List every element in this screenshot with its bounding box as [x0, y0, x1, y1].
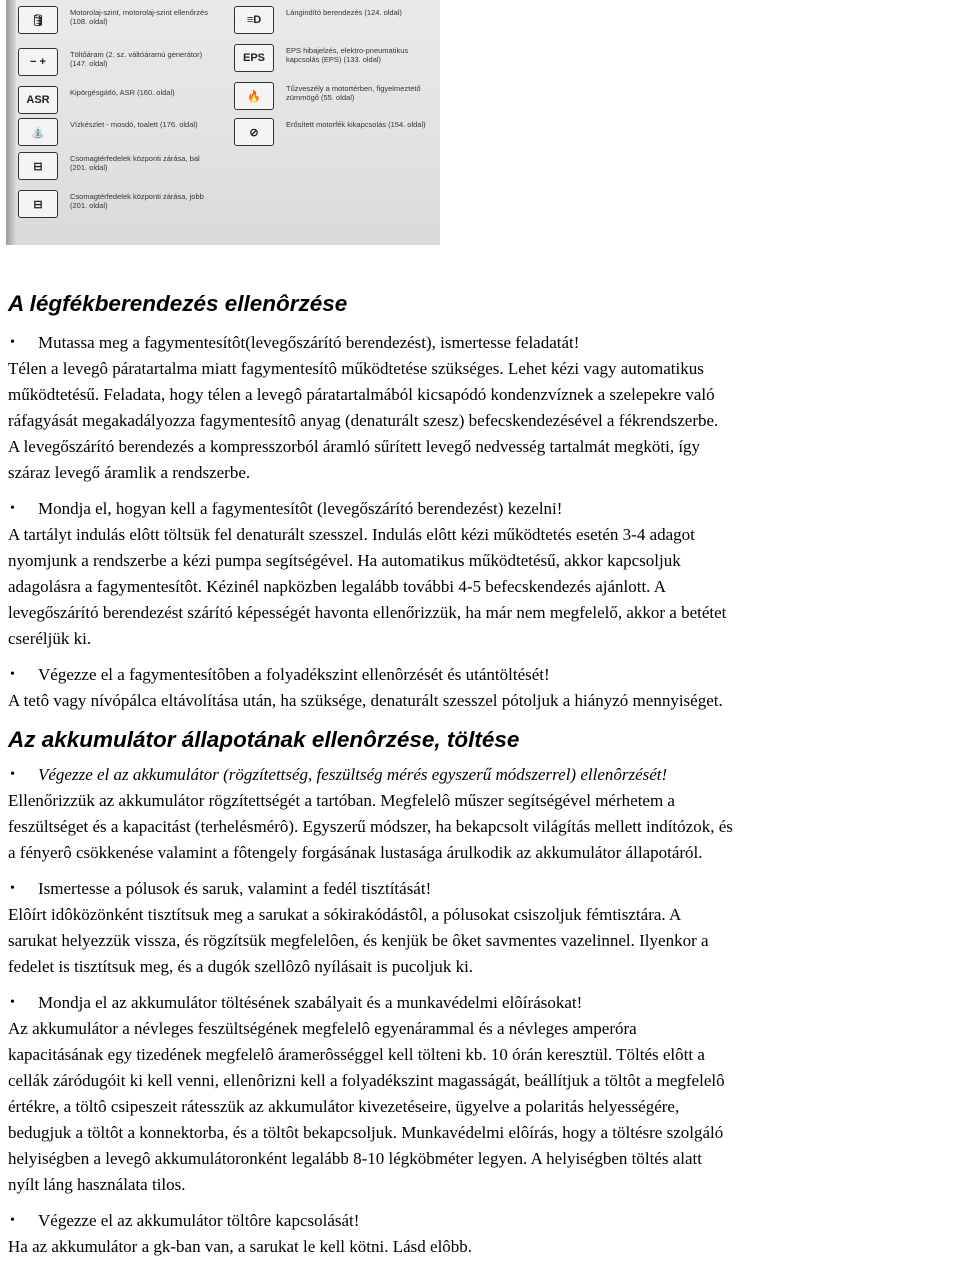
photo-label-line: Csomagtérfedelek központi zárása, jobb	[70, 192, 204, 201]
photo-label-line: Lángindító berendezés (124. oldal)	[286, 8, 402, 17]
photo-label-line: Erősített motorfék kikapcsolás (154. oldal)	[286, 120, 426, 129]
photo-item	[18, 118, 220, 146]
text-line: sarukat helyezzük vissza, és rögzítsük megfelelôen, és kenjük be ôket savmentes vazelinnel. Ilyenkor a	[8, 931, 709, 950]
text-line: Ha az akkumulátor a gk-ban van, a sarukat le kell kötni. Lásd elôbb.	[8, 1237, 473, 1256]
text-line: A tetô vagy nívópálca eltávolítása után, ha szüksége, denaturált szesszel pótoljuk a hiányzó mennyiséget.	[8, 691, 723, 710]
answer-paragraph	[8, 522, 958, 652]
photo-label-line: EPS hibajelzés, elektro-pneumatikus	[286, 46, 409, 55]
question-bullet: • Végezze el az akkumulátor (rögzítettség, feszültség mérés egyszerű módszerrel) ellenôrzését!	[8, 762, 958, 788]
text-line: nyílt láng használata tilos.	[8, 1175, 186, 1194]
answer-paragraph	[8, 788, 958, 866]
text-line: Ellenőrizzük az akkumulátor rögzítettségét a tartóban. Megfelelô műszer segítségével mérhetem a	[8, 791, 675, 810]
photo-item	[18, 86, 220, 114]
answer-paragraph	[8, 356, 958, 486]
question-bullet: • Mutassa meg a fagymentesítôt(levegőszárító berendezést), ismertesse feladatát!	[8, 330, 958, 356]
eps-icon: EPS	[234, 44, 274, 72]
answer-paragraph	[8, 1234, 958, 1260]
text-line: Télen a levegô páratartalma miatt fagymentesítô működtetése szükséges. Lehet kézi vagy automatikus	[8, 359, 704, 378]
text-line: értékre, a töltô csipeszeit rátesszük az akkumulátor kivezetéseire, ügyelve a polaritás helyességére,	[8, 1097, 680, 1116]
photo-label-line: (108. oldal)	[70, 17, 108, 26]
question-bullet: • Ismertesse a pólusok és saruk, valamint a fedél tisztítását!	[8, 876, 958, 902]
manual-photo	[6, 0, 440, 245]
text-line: levegőszárító berendezést szárító képességét havonta ellenőrizzük, ha már nem megfelelő, akkor a betétet	[8, 603, 727, 622]
text-line: feszültséget és a kapacitást (terhelésmérô). Egyszerű módszer, ha bekapcsolt világítás mellett indítózok, és	[8, 817, 733, 836]
photo-label-line: Csomagtérfedelek központi zárása, bal	[70, 154, 200, 163]
text-line: Elôírt idôközönként tisztítsuk meg a sarukat a sókirakódástôl, a pólusokat csiszoljuk fémtisztára. A	[8, 905, 682, 924]
text-line: fedelet is tisztítsuk meg, és a dugók szellôzô nyílásait is pucoljuk ki.	[8, 957, 474, 976]
photo-item	[234, 6, 436, 34]
text-line: adagolásra a fagymentesítôt. Kézinél napközben legalább további 4-5 befecskendezés ajánlott. A	[8, 577, 667, 596]
text-line: helyiségben a levegô akkumulátoronként legalább 8-10 légköbméter legyen. A helyiségben töltés alatt	[8, 1149, 702, 1168]
photo-label-line: Vízkészlet - mosdó, toalett (176. oldal)	[70, 120, 198, 129]
photo-label-line: (147. oldal)	[70, 59, 108, 68]
question-bullet: • Mondja el, hogyan kell a fagymentesítôt (levegőszárító berendezést) kezelni!	[8, 496, 958, 522]
left-locker-icon: ⊟	[18, 152, 58, 180]
answer-paragraph	[8, 902, 958, 980]
oil-level-icon: 🛢	[18, 6, 58, 34]
text-line: kapacitásának egy tizedének megfelelô áramerôsséggel kell tölteni kb. 10 órán keresztül. Töltés elôtt a	[8, 1045, 705, 1064]
photo-label-line: (201. oldal)	[70, 201, 108, 210]
question-bullet: • Végezze el a fagymentesítôben a folyadékszint ellenôrzését és utántöltését!	[8, 662, 958, 688]
high-beam-icon: ≡D	[234, 6, 274, 34]
washer-fluid-icon: ⛲	[18, 118, 58, 146]
text-line: száraz levegő áramlik a rendszerbe.	[8, 463, 251, 482]
question-bullet: • Mondja el az akkumulátor töltésének szabályait és a munkavédelmi elôírásokat!	[8, 990, 958, 1016]
photo-item-label	[286, 46, 436, 64]
photo-label-line: Tűzveszély a motortérben, figyelmeztető	[286, 84, 421, 93]
photo-shadow	[6, 0, 16, 245]
photo-item-label	[286, 84, 436, 102]
section-title-battery: Az akkumulátor állapotának ellenôrzése, töltése	[8, 727, 520, 752]
photo-item	[234, 118, 436, 146]
photo-item	[18, 6, 220, 34]
photo-item	[18, 48, 220, 76]
photo-item-label	[70, 50, 220, 68]
text-line: A levegőszárító berendezés a kompresszorból áramló sűrített levegő nedvesség tartalmát megköti, így	[8, 437, 701, 456]
question-bullet: • Végezze el az akkumulátor töltôre kapcsolását!	[8, 1208, 958, 1234]
fire-warning-icon: 🔥	[234, 82, 274, 110]
photo-item-label	[70, 192, 220, 210]
document-body	[8, 290, 958, 1260]
photo-label-line: (201. oldal)	[70, 163, 108, 172]
section-title-airbrake: A légfékberendezés ellenôrzése	[8, 291, 348, 316]
photo-label-line: Motorolaj-szint, motorolaj-szint ellenőrzés	[70, 8, 208, 17]
photo-label-line: zümmögő (55. oldal)	[286, 93, 355, 102]
text-line: bedugjuk a töltôt a konnektorba, és a töltôt bekapcsoljuk. Munkavédelmi elôírás, hogy a töltésre szolgáló	[8, 1123, 724, 1142]
photo-item-label	[286, 8, 436, 17]
photo-label-line: kapcsolás (EPS) (133. oldal)	[286, 55, 382, 64]
photo-item	[234, 82, 436, 110]
photo-item-label	[286, 120, 436, 129]
text-line: működtetésű. Feladata, hogy télen a levegô páratartalmából kicsapódó kondenzvíznek a szelepekre való	[8, 385, 715, 404]
text-line: A tartályt indulás elôtt töltsük fel denaturált szesszel. Indulás elôtt kézi működtetés esetén 3-4 adagot	[8, 525, 695, 544]
engine-stop-icon: ⊘	[234, 118, 274, 146]
text-line: nyomjunk a rendszerbe a kézi pumpa segítségével. Ha automatikus működtetésű, akkor kapcsoljuk	[8, 551, 681, 570]
photo-label-line: Kipörgésgátló, ASR (160. oldal)	[70, 88, 175, 97]
photo-item	[18, 152, 220, 180]
photo-item-label	[70, 120, 220, 129]
asr-icon: ASR	[18, 86, 58, 114]
answer-paragraph	[8, 688, 958, 714]
photo-item	[18, 190, 220, 218]
right-locker-icon: ⊟	[18, 190, 58, 218]
battery-icon: − +	[18, 48, 58, 76]
text-line: Az akkumulátor a névleges feszültségének megfelelô egyenárammal és a névleges amperóra	[8, 1019, 637, 1038]
photo-item-label	[70, 154, 220, 172]
text-line: a fényerô csökkenése valamint a fôtengely forgásának lustasága árulkodik az akkumulátor állapotáról.	[8, 843, 703, 862]
text-line: cseréljük ki.	[8, 629, 92, 648]
photo-item-label	[70, 88, 220, 97]
photo-item-label	[70, 8, 220, 26]
text-line: ráfagyását megakadályozza fagymentesítô anyag (denaturált szesz) befecskendezésével a fékrendszerbe.	[8, 411, 719, 430]
answer-paragraph	[8, 1016, 958, 1198]
photo-item	[234, 44, 436, 72]
photo-label-line: Töltőáram (2. sz. váltóáramú generátor)	[70, 50, 203, 59]
text-line: cellák záródugóit ki kell venni, ellenôrizni kell a folyadékszint magasságát, beállítjuk a töltôt a megfelelô	[8, 1071, 725, 1090]
